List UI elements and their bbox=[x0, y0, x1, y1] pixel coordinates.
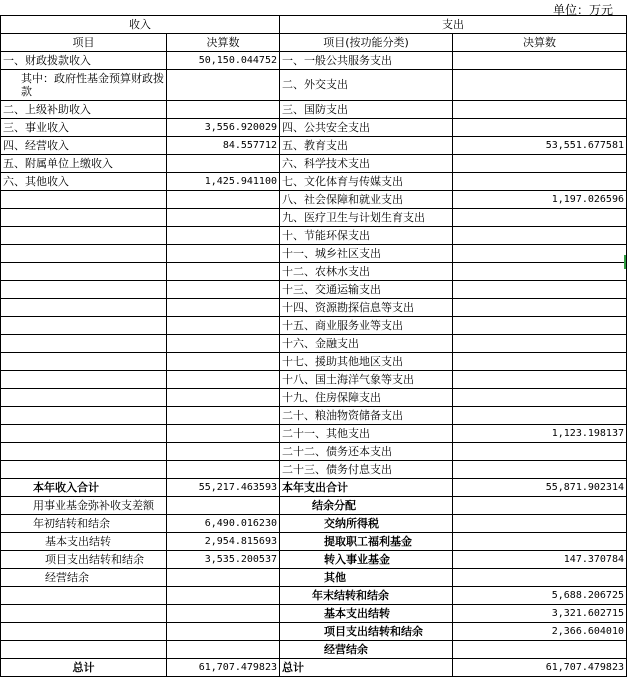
expense-amount-cell[interactable] bbox=[453, 515, 627, 533]
income-item-cell[interactable] bbox=[1, 587, 167, 605]
table-row bbox=[1, 515, 627, 533]
income-item-cell[interactable]: 三、事业收入 bbox=[1, 119, 167, 137]
column-header-row bbox=[1, 34, 627, 52]
income-amount-cell[interactable] bbox=[167, 641, 280, 659]
expense-amount-cell[interactable] bbox=[453, 70, 627, 101]
income-item-cell[interactable]: 经营结余 bbox=[1, 569, 167, 587]
income-amount-cell[interactable]: 1,425.941100 bbox=[167, 173, 280, 191]
income-amount-cell[interactable] bbox=[167, 587, 280, 605]
income-item-cell[interactable]: 其中：政府性基金预算财政拨款 bbox=[1, 70, 167, 101]
table-row bbox=[1, 281, 627, 299]
expense-amount-cell[interactable]: 2,366.604010 bbox=[453, 623, 627, 641]
income-grand-total-value[interactable]: 61,707.479823 bbox=[167, 659, 280, 677]
income-amount-cell[interactable] bbox=[167, 263, 280, 281]
table-row bbox=[1, 407, 627, 425]
income-amount-cell[interactable] bbox=[167, 227, 280, 245]
income-item-cell[interactable] bbox=[1, 425, 167, 443]
expense-item-cell[interactable]: 九、医疗卫生与计划生育支出 bbox=[280, 209, 453, 227]
income-item-cell[interactable]: 年初结转和结余 bbox=[1, 515, 167, 533]
totals-row bbox=[1, 479, 627, 497]
income-amount-cell[interactable] bbox=[167, 569, 280, 587]
income-total-value[interactable]: 55,217.463593 bbox=[167, 479, 280, 497]
expense-item-cell[interactable]: 十九、住房保障支出 bbox=[280, 389, 453, 407]
income-amount-cell[interactable] bbox=[167, 371, 280, 389]
expense-amount-cell[interactable] bbox=[453, 641, 627, 659]
expense-item-cell[interactable]: 提取职工福利基金 bbox=[280, 533, 453, 551]
expense-item-cell[interactable]: 十、节能环保支出 bbox=[280, 227, 453, 245]
expense-amount-cell[interactable]: 1,197.026596 bbox=[453, 191, 627, 209]
income-expense-table bbox=[0, 15, 627, 677]
expense-amount-cell[interactable] bbox=[453, 353, 627, 371]
expense-amount-cell[interactable] bbox=[453, 533, 627, 551]
table-row bbox=[1, 569, 627, 587]
income-amount-cell[interactable] bbox=[167, 70, 280, 101]
table-row bbox=[1, 443, 627, 461]
income-amount-cell[interactable]: 3,556.920029 bbox=[167, 119, 280, 137]
income-amount-cell[interactable]: 3,535.200537 bbox=[167, 551, 280, 569]
table-row bbox=[1, 533, 627, 551]
expense-item-cell[interactable]: 七、文化体育与传媒支出 bbox=[280, 173, 453, 191]
income-item-cell[interactable] bbox=[1, 209, 167, 227]
income-item-cell[interactable] bbox=[1, 317, 167, 335]
income-amount-cell[interactable] bbox=[167, 317, 280, 335]
table-row bbox=[1, 101, 627, 119]
expense-amount-cell[interactable] bbox=[453, 371, 627, 389]
income-item-cell[interactable] bbox=[1, 299, 167, 317]
expense-item-cell[interactable]: 二十一、其他支出 bbox=[280, 425, 453, 443]
income-item-cell[interactable] bbox=[1, 605, 167, 623]
expense-item-cell[interactable]: 基本支出结转 bbox=[280, 605, 453, 623]
table-row bbox=[1, 371, 627, 389]
income-item-cell[interactable] bbox=[1, 191, 167, 209]
expense-amount-cell[interactable] bbox=[453, 407, 627, 425]
income-amount-cell[interactable] bbox=[167, 353, 280, 371]
expense-item-cell[interactable]: 十五、商业服务业等支出 bbox=[280, 317, 453, 335]
table-row bbox=[1, 245, 627, 263]
expense-grand-total-label[interactable]: 总计 bbox=[280, 659, 453, 677]
expense-amount-cell[interactable]: 53,551.677581 bbox=[453, 137, 627, 155]
income-total-label[interactable]: 本年收入合计 bbox=[1, 479, 167, 497]
income-item-cell[interactable]: 一、财政拨款收入 bbox=[1, 52, 167, 70]
income-amount-cell[interactable] bbox=[167, 605, 280, 623]
expense-item-cell[interactable]: 转入事业基金 bbox=[280, 551, 453, 569]
expense-item-header[interactable]: 项目(按功能分类) bbox=[280, 34, 453, 52]
table-row bbox=[1, 605, 627, 623]
table-row bbox=[1, 263, 627, 281]
income-amount-cell[interactable] bbox=[167, 209, 280, 227]
income-item-cell[interactable] bbox=[1, 641, 167, 659]
table-row bbox=[1, 551, 627, 569]
income-grand-total-label[interactable]: 总计 bbox=[1, 659, 167, 677]
income-item-cell[interactable]: 项目支出结转和结余 bbox=[1, 551, 167, 569]
expense-item-cell[interactable]: 二十、粮油物资储备支出 bbox=[280, 407, 453, 425]
income-amount-cell[interactable] bbox=[167, 425, 280, 443]
expense-amount-cell[interactable] bbox=[453, 461, 627, 479]
expense-amount-cell[interactable] bbox=[453, 101, 627, 119]
expense-item-cell[interactable]: 项目支出结转和结余 bbox=[280, 623, 453, 641]
income-amount-cell[interactable] bbox=[167, 623, 280, 641]
expense-amount-cell[interactable] bbox=[453, 263, 627, 281]
income-amount-cell[interactable]: 2,954.815693 bbox=[167, 533, 280, 551]
table-row bbox=[1, 173, 627, 191]
table-row bbox=[1, 70, 627, 101]
expense-item-cell[interactable]: 十四、资源勘探信息等支出 bbox=[280, 299, 453, 317]
expense-amount-cell[interactable] bbox=[453, 299, 627, 317]
income-item-cell[interactable] bbox=[1, 443, 167, 461]
expense-total-label[interactable]: 本年支出合计 bbox=[280, 479, 453, 497]
expense-item-cell[interactable]: 十二、农林水支出 bbox=[280, 263, 453, 281]
income-item-cell[interactable] bbox=[1, 245, 167, 263]
income-item-cell[interactable] bbox=[1, 389, 167, 407]
income-amount-cell[interactable]: 6,490.016230 bbox=[167, 515, 280, 533]
table-row bbox=[1, 191, 627, 209]
expense-item-cell[interactable]: 二十二、债务还本支出 bbox=[280, 443, 453, 461]
income-amount-cell[interactable] bbox=[167, 497, 280, 515]
income-amount-header[interactable]: 决算数 bbox=[167, 34, 280, 52]
expense-item-cell[interactable]: 十七、援助其他地区支出 bbox=[280, 353, 453, 371]
expense-item-cell[interactable]: 六、科学技术支出 bbox=[280, 155, 453, 173]
table-row bbox=[1, 389, 627, 407]
table-row bbox=[1, 587, 627, 605]
table-row bbox=[1, 425, 627, 443]
expense-amount-cell[interactable] bbox=[453, 119, 627, 137]
expense-amount-cell[interactable] bbox=[453, 209, 627, 227]
expense-item-cell[interactable]: 十六、金融支出 bbox=[280, 335, 453, 353]
table-row bbox=[1, 299, 627, 317]
expense-item-cell[interactable]: 十八、国土海洋气象等支出 bbox=[280, 371, 453, 389]
expense-amount-cell[interactable] bbox=[453, 335, 627, 353]
expense-amount-cell[interactable] bbox=[453, 245, 627, 263]
income-item-header[interactable]: 项目 bbox=[1, 34, 167, 52]
expense-amount-cell[interactable]: 147.370784 bbox=[453, 551, 627, 569]
expense-item-cell[interactable]: 五、教育支出 bbox=[280, 137, 453, 155]
table-row bbox=[1, 155, 627, 173]
selection-marker bbox=[624, 255, 626, 269]
grand-total-row bbox=[1, 659, 627, 677]
table-row bbox=[1, 497, 627, 515]
table-row bbox=[1, 353, 627, 371]
income-item-cell[interactable]: 用事业基金弥补收支差额 bbox=[1, 497, 167, 515]
income-amount-cell[interactable] bbox=[167, 245, 280, 263]
expense-item-cell[interactable]: 年末结转和结余 bbox=[280, 587, 453, 605]
expense-item-cell[interactable]: 一、一般公共服务支出 bbox=[280, 52, 453, 70]
income-item-cell[interactable] bbox=[1, 281, 167, 299]
income-item-cell[interactable] bbox=[1, 227, 167, 245]
unit-label: 单位：万元 bbox=[552, 3, 613, 17]
income-item-cell[interactable] bbox=[1, 335, 167, 353]
income-amount-cell[interactable] bbox=[167, 407, 280, 425]
expense-amount-cell[interactable] bbox=[453, 281, 627, 299]
expense-item-cell[interactable]: 交纳所得税 bbox=[280, 515, 453, 533]
expense-item-cell[interactable]: 结余分配 bbox=[280, 497, 453, 515]
expense-amount-cell[interactable] bbox=[453, 569, 627, 587]
expense-amount-cell[interactable]: 3,321.602715 bbox=[453, 605, 627, 623]
expense-amount-cell[interactable]: 1,123.198137 bbox=[453, 425, 627, 443]
income-item-cell[interactable] bbox=[1, 407, 167, 425]
table-row bbox=[1, 119, 627, 137]
table-row bbox=[1, 137, 627, 155]
income-item-cell[interactable] bbox=[1, 623, 167, 641]
expense-item-cell[interactable]: 其他 bbox=[280, 569, 453, 587]
income-amount-cell[interactable]: 84.557712 bbox=[167, 137, 280, 155]
income-item-cell[interactable]: 六、其他收入 bbox=[1, 173, 167, 191]
income-amount-cell[interactable] bbox=[167, 191, 280, 209]
expense-amount-cell[interactable] bbox=[453, 497, 627, 515]
income-amount-cell[interactable] bbox=[167, 101, 280, 119]
table-row bbox=[1, 623, 627, 641]
expense-total-value[interactable]: 55,871.902314 bbox=[453, 479, 627, 497]
section-header-row bbox=[1, 16, 627, 34]
income-item-cell[interactable]: 四、经营收入 bbox=[1, 137, 167, 155]
expense-section-header[interactable]: 支出 bbox=[280, 16, 627, 34]
expense-item-cell[interactable]: 八、社会保障和就业支出 bbox=[280, 191, 453, 209]
expense-amount-header[interactable]: 决算数 bbox=[453, 34, 627, 52]
income-item-cell[interactable] bbox=[1, 371, 167, 389]
expense-amount-cell[interactable] bbox=[453, 443, 627, 461]
expense-amount-cell[interactable] bbox=[453, 52, 627, 70]
income-item-cell[interactable] bbox=[1, 263, 167, 281]
expense-item-cell[interactable]: 二十三、债务付息支出 bbox=[280, 461, 453, 479]
expense-amount-cell[interactable] bbox=[453, 173, 627, 191]
table-row bbox=[1, 227, 627, 245]
table-row bbox=[1, 335, 627, 353]
expense-item-cell[interactable]: 四、公共安全支出 bbox=[280, 119, 453, 137]
income-amount-cell[interactable] bbox=[167, 461, 280, 479]
expense-item-cell[interactable]: 二、外交支出 bbox=[280, 70, 453, 101]
expense-amount-cell[interactable]: 5,688.206725 bbox=[453, 587, 627, 605]
table-row bbox=[1, 461, 627, 479]
income-section-header[interactable]: 收入 bbox=[1, 16, 280, 34]
income-amount-cell[interactable]: 50,150.044752 bbox=[167, 52, 280, 70]
income-item-cell[interactable]: 二、上级补助收入 bbox=[1, 101, 167, 119]
table-row bbox=[1, 641, 627, 659]
expense-item-cell[interactable]: 三、国防支出 bbox=[280, 101, 453, 119]
income-amount-cell[interactable] bbox=[167, 155, 280, 173]
expense-amount-cell[interactable] bbox=[453, 227, 627, 245]
income-amount-cell[interactable] bbox=[167, 299, 280, 317]
income-amount-cell[interactable] bbox=[167, 443, 280, 461]
expense-item-cell[interactable]: 十一、城乡社区支出 bbox=[280, 245, 453, 263]
income-item-cell[interactable] bbox=[1, 353, 167, 371]
expense-amount-cell[interactable] bbox=[453, 389, 627, 407]
income-item-cell[interactable]: 基本支出结转 bbox=[1, 533, 167, 551]
expense-item-cell[interactable]: 十三、交通运输支出 bbox=[280, 281, 453, 299]
income-item-cell[interactable] bbox=[1, 461, 167, 479]
expense-grand-total-value[interactable]: 61,707.479823 bbox=[453, 659, 627, 677]
income-item-cell[interactable]: 五、附属单位上缴收入 bbox=[1, 155, 167, 173]
table-row bbox=[1, 209, 627, 227]
table-row bbox=[1, 317, 627, 335]
expense-amount-cell[interactable] bbox=[453, 155, 627, 173]
income-amount-cell[interactable] bbox=[167, 389, 280, 407]
expense-amount-cell[interactable] bbox=[453, 317, 627, 335]
income-amount-cell[interactable] bbox=[167, 281, 280, 299]
table-row bbox=[1, 52, 627, 70]
income-amount-cell[interactable] bbox=[167, 335, 280, 353]
expense-item-cell[interactable]: 经营结余 bbox=[280, 641, 453, 659]
